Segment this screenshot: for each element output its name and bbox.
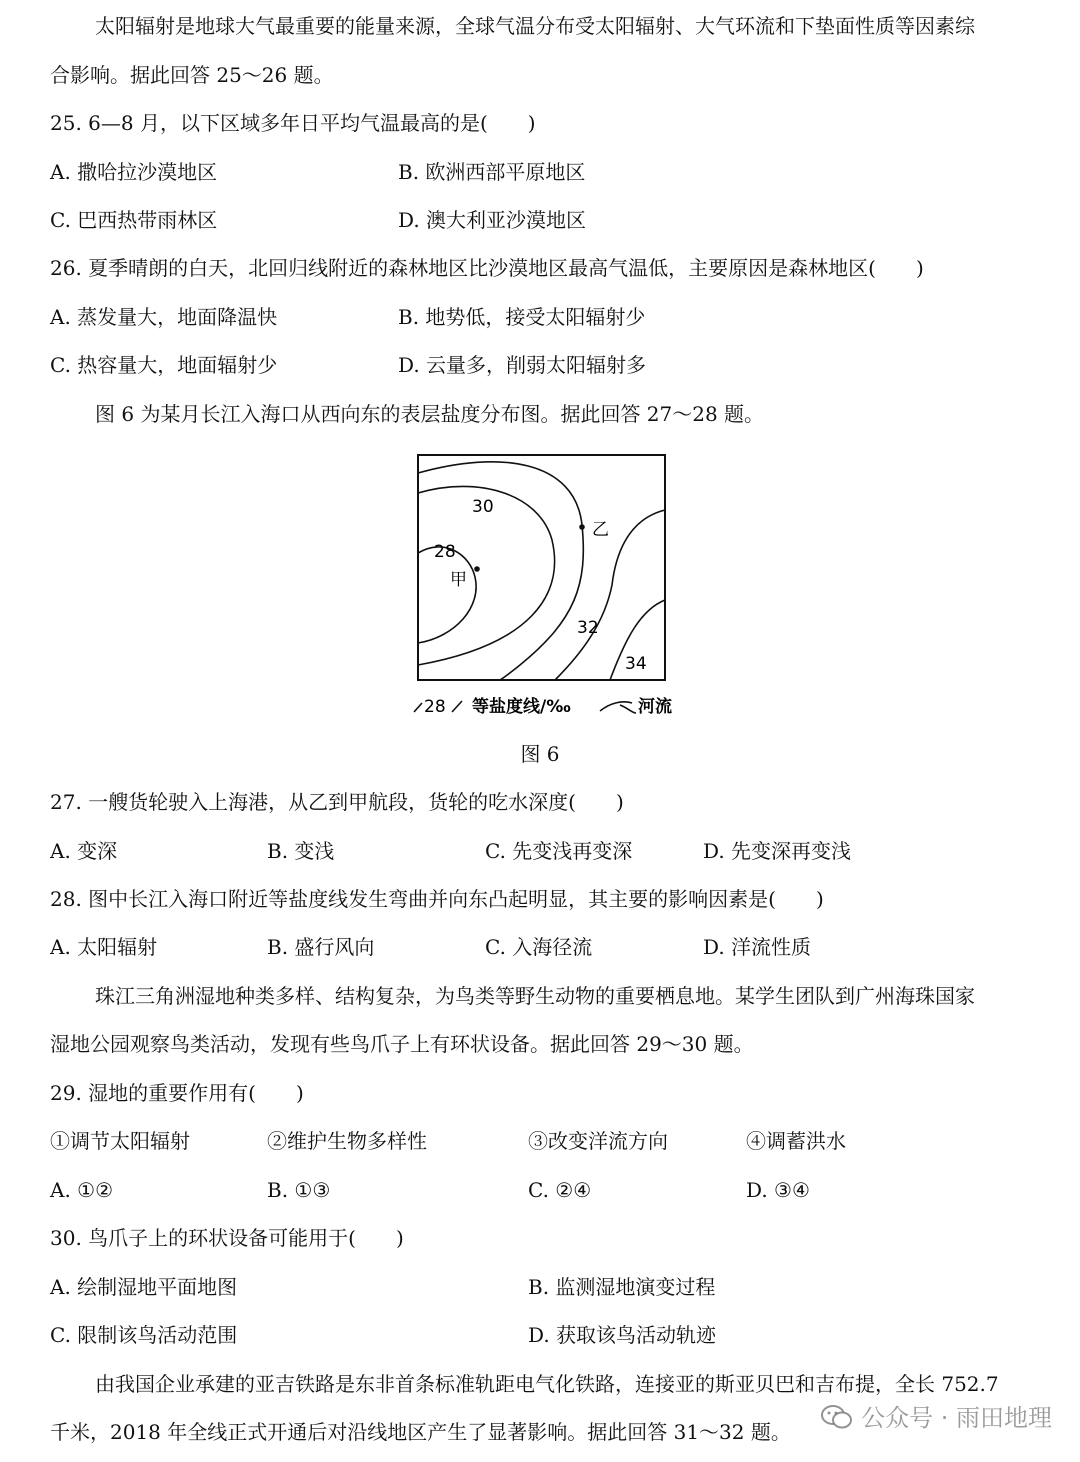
intro-27-28: 图 6 为某月长江入海口从西向东的表层盐度分布图。据此回答 27～28 题。 [95,402,765,426]
q29-option-d: D. ③④ [746,1178,810,1202]
q25-option-b: B. 欧洲西部平原地区 [398,160,586,184]
legend-river-label: 河流 [638,697,672,717]
salinity-map-figure [400,445,700,725]
question-30-stem: 30. 鸟爪子上的环状设备可能用于( ) [50,1226,404,1250]
legend-river-symbol [600,702,632,711]
label-jia: 甲 [450,570,467,590]
q29-item-3: ③改变洋流方向 [528,1129,668,1153]
q29-item-4: ④调蓄洪水 [746,1129,846,1153]
isohaline-32 [555,510,665,680]
legend-number: 28 [424,697,446,717]
label-28: 28 [434,542,456,562]
label-30: 30 [472,497,494,517]
q27-option-d: D. 先变深再变浅 [703,839,852,863]
point-jia-marker [474,566,480,572]
watermark-text: 公众号 · 雨田地理 [861,1404,1052,1432]
question-27-stem: 27. 一艘货轮驶入上海港，从乙到甲航段，货轮的吃水深度( ) [50,790,624,814]
q29-item-2: ②维护生物多样性 [267,1129,427,1153]
q28-option-a: A. 太阳辐射 [50,935,158,959]
intro-29-30-line1: 珠江三角洲湿地种类多样、结构复杂，为鸟类等野生动物的重要栖息地。某学生团队到广州海珠国家 [95,984,975,1008]
q30-option-c: C. 限制该鸟活动范围 [50,1323,238,1347]
point-yi-marker [579,524,585,530]
q26-option-b: B. 地势低，接受太阳辐射少 [398,305,646,329]
q26-option-c: C. 热容量大，地面辐射少 [50,353,278,377]
q29-item-1: ①调节太阳辐射 [50,1129,190,1153]
q29-option-a: A. ①② [50,1178,114,1202]
q28-option-d: D. 洋流性质 [703,935,812,959]
q25-option-a: A. 撒哈拉沙漠地区 [50,160,218,184]
wechat-icon [821,1404,853,1430]
intro-25-26-line1: 太阳辐射是地球大气最重要的能量来源，全球气温分布受太阳辐射、大气环流和下垫面性质等因素综 [95,14,975,38]
q27-option-b: B. 变浅 [267,839,335,863]
q29-option-c: C. ②④ [528,1178,592,1202]
intro-29-30-line2: 湿地公园观察鸟类活动，发现有些鸟爪子上有环状设备。据此回答 29～30 题。 [50,1032,754,1056]
q30-option-b: B. 监测湿地演变过程 [528,1275,716,1299]
label-34: 34 [625,654,647,674]
legend-river-branch [620,705,636,713]
legend-isohaline-tick-right [452,701,462,712]
q26-option-a: A. 蒸发量大，地面降温快 [50,305,278,329]
river-line [418,462,583,680]
q30-option-a: A. 绘制湿地平面地图 [50,1275,238,1299]
wechat-watermark [821,1401,1052,1435]
q30-option-d: D. 获取该鸟活动轨迹 [528,1323,717,1347]
q26-option-d: D. 云量多，削弱太阳辐射多 [398,353,647,377]
figure-caption: 图 6 [520,742,560,766]
label-yi: 乙 [592,520,609,540]
label-32: 32 [577,618,599,638]
q27-option-a: A. 变深 [50,839,118,863]
legend-isohaline-label: 等盐度线/‰ [472,697,571,717]
q28-option-c: C. 入海径流 [485,935,593,959]
legend-isohaline-tick-left [414,703,422,712]
intro-31-32-line1: 由我国企业承建的亚吉铁路是东非首条标准轨距电气化铁路，连接亚的斯亚贝巴和吉布提，全长 752.7 [95,1372,999,1396]
question-28-stem: 28. 图中长江入海口附近等盐度线发生弯曲并向东凸起明显，其主要的影响因素是( ) [50,887,824,911]
q25-option-d: D. 澳大利亚沙漠地区 [398,208,587,232]
q27-option-c: C. 先变浅再变深 [485,839,633,863]
q25-option-c: C. 巴西热带雨林区 [50,208,218,232]
intro-25-26-line2: 合影响。据此回答 25～26 题。 [50,63,334,87]
q28-option-b: B. 盛行风向 [267,935,375,959]
question-29-stem: 29. 湿地的重要作用有( ) [50,1081,304,1105]
question-26-stem: 26. 夏季晴朗的白天，北回归线附近的森林地区比沙漠地区最高气温低，主要原因是森林地区( ) [50,256,924,280]
q29-option-b: B. ①③ [267,1178,331,1202]
question-25-stem: 25. 6—8 月，以下区域多年日平均气温最高的是( ) [50,111,536,135]
intro-31-32-line2: 千米，2018 年全线正式开通后对沿线地区产生了显著影响。据此回答 31～32 题。 [50,1420,791,1444]
